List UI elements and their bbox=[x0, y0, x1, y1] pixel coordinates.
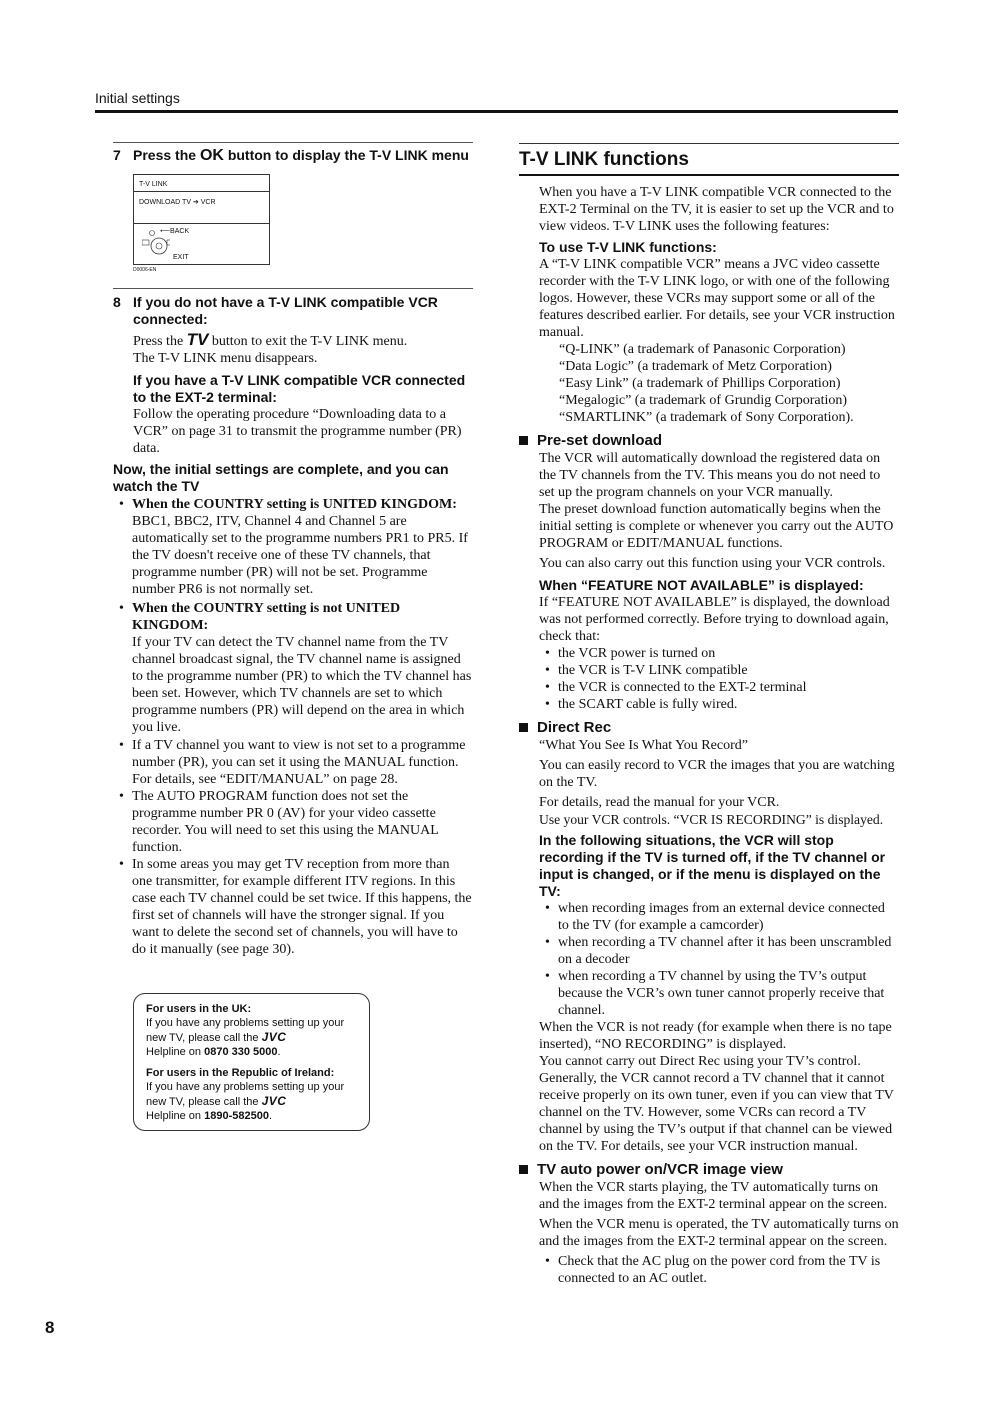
page-number: 8 bbox=[45, 1318, 55, 1337]
jvc-logo: JVC bbox=[261, 1094, 287, 1108]
list-item: • when recording images from an external device connected to the TV (for example a camcorder) bbox=[539, 900, 899, 934]
ac-check-list bbox=[539, 1253, 899, 1287]
list-item: “Data Logic” (a trademark of Metz Corporation) bbox=[559, 359, 832, 374]
osd-divider bbox=[134, 223, 269, 224]
osd-exit-label: EXIT bbox=[173, 254, 189, 261]
tv-button-glyph: TV bbox=[186, 330, 209, 349]
left-column bbox=[113, 142, 473, 958]
to-use-title: To use T-V LINK functions: bbox=[539, 239, 717, 255]
direct-quote: “What You See Is What You Record” bbox=[539, 738, 748, 753]
direct-p1: You can easily record to VCR the images that you are watching on the TV. bbox=[539, 758, 895, 790]
step-8-line2: The T-V LINK menu disappears. bbox=[133, 351, 318, 366]
list-item: • The AUTO PROGRAM function does not set the programme number PR 0 (AV) for your video cassette recorder. You will need to set this using the MANUAL function. bbox=[113, 788, 473, 856]
preset-p2: The preset download function automatically begins when the initial setting is complete or whenever you carry out the AUTO PROGRAM or EDIT/MANUAL functions. bbox=[539, 502, 894, 551]
uk-title: For users in the UK: bbox=[146, 1003, 252, 1015]
list-item: • the SCART cable is fully wired. bbox=[539, 696, 899, 713]
step-8-line1: Press the TV button to exit the T-V LINK menu. bbox=[133, 330, 408, 349]
osd-divider bbox=[134, 191, 269, 192]
settings-notes-list bbox=[113, 496, 473, 958]
uk-line3: Helpline on 0870 330 5000. bbox=[146, 1046, 281, 1058]
uk-line2: new TV, please call the JVC bbox=[146, 1030, 287, 1044]
step-7 bbox=[113, 147, 473, 164]
helpline-box bbox=[133, 993, 370, 1131]
fna-body: If “FEATURE NOT AVAILABLE” is displayed, the download was not performed correctly. Before trying to download again, check that: bbox=[539, 595, 890, 644]
ie-line2: new TV, please call the JVC bbox=[146, 1094, 287, 1108]
uk-line1: If you have any problems setting up your bbox=[146, 1017, 345, 1029]
header-rule bbox=[95, 110, 898, 113]
list-item: “SMARTLINK” (a trademark of Sony Corporation). bbox=[559, 410, 854, 425]
auto-power-p1: When the VCR starts playing, the TV automatically turns on and the images from the EXT-2 terminal appear on the screen. bbox=[539, 1180, 888, 1212]
vcr-checklist bbox=[539, 645, 899, 713]
list-item: • the VCR is connected to the EXT-2 terminal bbox=[539, 679, 899, 696]
osd-figure-code: D0006-EN bbox=[133, 267, 157, 273]
list-item: • If a TV channel you want to view is not set to a programme number (PR), you can set it using the MANUAL function. For details, see “EDIT/MANUAL” on page 28. bbox=[113, 737, 473, 788]
direct-rec-heading: Direct Rec bbox=[519, 719, 899, 737]
ie-title: For users in the Republic of Ireland: bbox=[146, 1067, 335, 1079]
step-8-title: If you do not have a T-V LINK compatible VCR connected: bbox=[133, 294, 438, 327]
step-number: 8 bbox=[113, 294, 121, 310]
list-item: • when recording a TV channel by using the TV’s output because the VCR’s own tuner cannot properly receive that channel. bbox=[539, 968, 899, 1019]
osd-download-row: DOWNLOAD TV ➔ VCR bbox=[139, 199, 216, 206]
compatible-logos-list bbox=[539, 341, 899, 426]
list-item: • the VCR power is turned on bbox=[539, 645, 899, 662]
square-bullet-icon bbox=[519, 1165, 528, 1174]
list-item: • the VCR is T-V LINK compatible bbox=[539, 662, 899, 679]
step-8 bbox=[113, 294, 473, 457]
section-title: T-V LINK functions bbox=[519, 143, 899, 176]
ie-line1: If you have any problems setting up your bbox=[146, 1081, 345, 1093]
list-item: • In some areas you may get TV reception from more than one transmitter, for example different ITV regions. In this case each TV channel could be set twice. If this happens, the first set of channels will have the stronger signal. If you want to delete the second set of channels, you will have to do it manually (see page 30). bbox=[113, 856, 473, 958]
direct-p4: You cannot carry out Direct Rec using your TV’s control. Generally, the VCR cannot record a TV channel that it cannot receive properly on its own tuner, even if you can view that TV channel on the TV. However, some VCRs can record a TV channel by using the TV’s output if that channel can be viewed on the TV. For details, see your VCR instruction manual. bbox=[539, 1054, 894, 1154]
list-item: • When the COUNTRY setting is UNITED KINGDOM: BBC1, BBC2, ITV, Channel 4 and Channel 5 are automatically set to the programme numbers PR1 to PR5. If the TV doesn't receive one of these TV channels, that programme number (PR) will not be set. Programme number PR6 is not normally set. bbox=[113, 496, 473, 598]
fna-title: When “FEATURE NOT AVAILABLE” is displayed: bbox=[539, 577, 864, 593]
tvlink-menu-diagram bbox=[133, 174, 270, 265]
step7-rule bbox=[113, 142, 473, 143]
list-item: “Megalogic” (a trademark of Grundig Corporation) bbox=[559, 393, 848, 408]
jvc-logo: JVC bbox=[261, 1030, 287, 1044]
running-header: Initial settings bbox=[95, 90, 180, 106]
direct-p2a: For details, read the manual for your VCR. bbox=[539, 795, 780, 810]
osd-title: T-V LINK bbox=[139, 181, 168, 188]
step-8-subbody: Follow the operating procedure “Downloading data to a VCR” on page 31 to transmit the programme number (PR) data. bbox=[133, 407, 462, 456]
ie-helpline-number: 1890-582500 bbox=[204, 1110, 269, 1122]
stop-situations-list bbox=[539, 900, 899, 1019]
complete-heading: Now, the initial settings are complete, and you can watch the TV bbox=[113, 461, 449, 494]
square-bullet-icon bbox=[519, 436, 528, 445]
step8-rule bbox=[113, 288, 473, 289]
preset-download-heading: Pre-set download bbox=[519, 432, 899, 450]
direct-p2b: Use your VCR controls. “VCR IS RECORDING” is displayed. bbox=[539, 812, 884, 827]
auto-power-heading: TV auto power on/VCR image view bbox=[519, 1161, 899, 1179]
uk-helpline-number: 0870 330 5000 bbox=[204, 1046, 278, 1058]
preset-p1: The VCR will automatically download the registered data on the TV channels from the TV. This means you do not need to set up the program channels on your VCR manually. bbox=[539, 451, 881, 500]
square-bullet-icon bbox=[519, 723, 528, 732]
list-item: “Q-LINK” (a trademark of Panasonic Corporation) bbox=[559, 342, 846, 357]
preset-download-block bbox=[519, 450, 899, 713]
to-use-body: A “T-V LINK compatible VCR” means a JVC video cassette recorder with the T-V LINK logo, or with one of the following logos. However, these VCRs may support some or all of the features described earlier. For details, see your VCR instruction manual. bbox=[539, 257, 895, 340]
ok-button-glyph: OK bbox=[199, 147, 224, 164]
step-8-subtitle: If you have a T-V LINK compatible VCR connected to the EXT-2 terminal: bbox=[133, 372, 466, 405]
preset-p3: You can also carry out this function using your VCR controls. bbox=[539, 556, 886, 571]
list-item: “Easy Link” (a trademark of Phillips Corporation) bbox=[559, 376, 841, 391]
auto-power-block bbox=[519, 1179, 899, 1287]
osd-back-label: ⟵BACK bbox=[160, 228, 190, 235]
direct-rec-block bbox=[519, 737, 899, 1155]
direct-p3: When the VCR is not ready (for example when there is no tape inserted), “NO RECORDING” is displayed. bbox=[539, 1020, 892, 1052]
auto-power-p2: When the VCR menu is operated, the TV automatically turns on and the images from the EXT-2 terminal appear on the screen. bbox=[539, 1217, 899, 1249]
list-item: • When the COUNTRY setting is not UNITED KINGDOM: If your TV can detect the TV channel name from the TV channel broadcast signal, the TV channel name is assigned to the programme number (PR) to which the TV channel has been set. However, which TV channels are set to which programme numbers (PR) will depend on the area in which you live. bbox=[113, 600, 473, 736]
step-7-title: Press the OK button to display the T-V LINK menu bbox=[133, 147, 469, 164]
right-column bbox=[519, 143, 899, 1287]
ie-line3: Helpline on 1890-582500. bbox=[146, 1110, 273, 1122]
list-item: • Check that the AC plug on the power cord from the TV is connected to an AC outlet. bbox=[539, 1253, 899, 1287]
tvlink-intro-block bbox=[519, 184, 899, 426]
list-item: • when recording a TV channel after it has been unscrambled on a decoder bbox=[539, 934, 899, 968]
step-number: 7 bbox=[113, 147, 121, 163]
intro-paragraph: When you have a T-V LINK compatible VCR connected to the EXT-2 Terminal on the TV, it is easier to set up the VCR and to view videos. T-V LINK uses the following features: bbox=[539, 185, 894, 234]
stop-recording-title: In the following situations, the VCR will stop recording if the TV is turned off, if the TV channel or input is changed, or if the menu is displayed on the TV: bbox=[539, 832, 886, 899]
